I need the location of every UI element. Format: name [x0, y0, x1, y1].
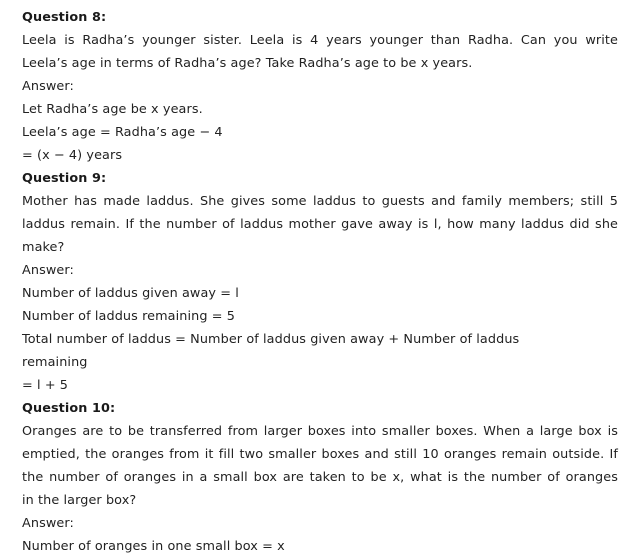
question-8-answer-label: Answer: [22, 79, 74, 94]
question-10-text-line: the number of oranges in a small box are taken to be x, what is the number of oranges [22, 470, 618, 485]
question-8-answer-line: Let Radha’s age be x years. [22, 102, 203, 117]
question-10-answer-label: Answer: [22, 516, 74, 531]
question-9-heading: Question 9: [22, 171, 107, 186]
solution-page [22, 6, 618, 558]
question-8-heading: Question 8: [22, 10, 107, 25]
question-8-answer-line: = (x − 4) years [22, 148, 123, 163]
question-9-answer-label: Answer: [22, 263, 74, 278]
question-9-answer-line: Number of laddus remaining = 5 [22, 309, 235, 324]
question-9-answer-line: = l + 5 [22, 378, 69, 393]
question-9-text-line: make? [22, 240, 65, 255]
question-8-text-line: Leela is Radha’s younger sister. Leela is 4 years younger than Radha. Can you write [22, 33, 618, 48]
question-10-text-line: in the larger box? [22, 493, 137, 508]
question-10-text-line: emptied, the oranges from it fill two smaller boxes and still 10 oranges remain outside. If [22, 447, 618, 462]
question-9-answer-line: Number of laddus given away = l [22, 286, 239, 301]
question-8-text-line: Leela’s age in terms of Radha’s age? Take Radha’s age to be x years. [22, 56, 473, 71]
question-10-heading: Question 10: [22, 401, 116, 416]
question-9-answer-line: Total number of laddus = Number of laddus given away + Number of laddus [22, 332, 520, 347]
question-9-text-line: laddus remain. If the number of laddus mother gave away is l, how many laddus did she [22, 217, 618, 232]
question-10-answer-line: Number of oranges in one small box = x [22, 539, 285, 554]
question-8-answer-line: Leela’s age = Radha’s age − 4 [22, 125, 223, 140]
question-10-text-line: Oranges are to be transferred from larger boxes into smaller boxes. When a large box is [22, 424, 618, 439]
question-9-answer-line: remaining [22, 355, 88, 370]
question-9-text-line: Mother has made laddus. She gives some laddus to guests and family members; still 5 [22, 194, 618, 209]
